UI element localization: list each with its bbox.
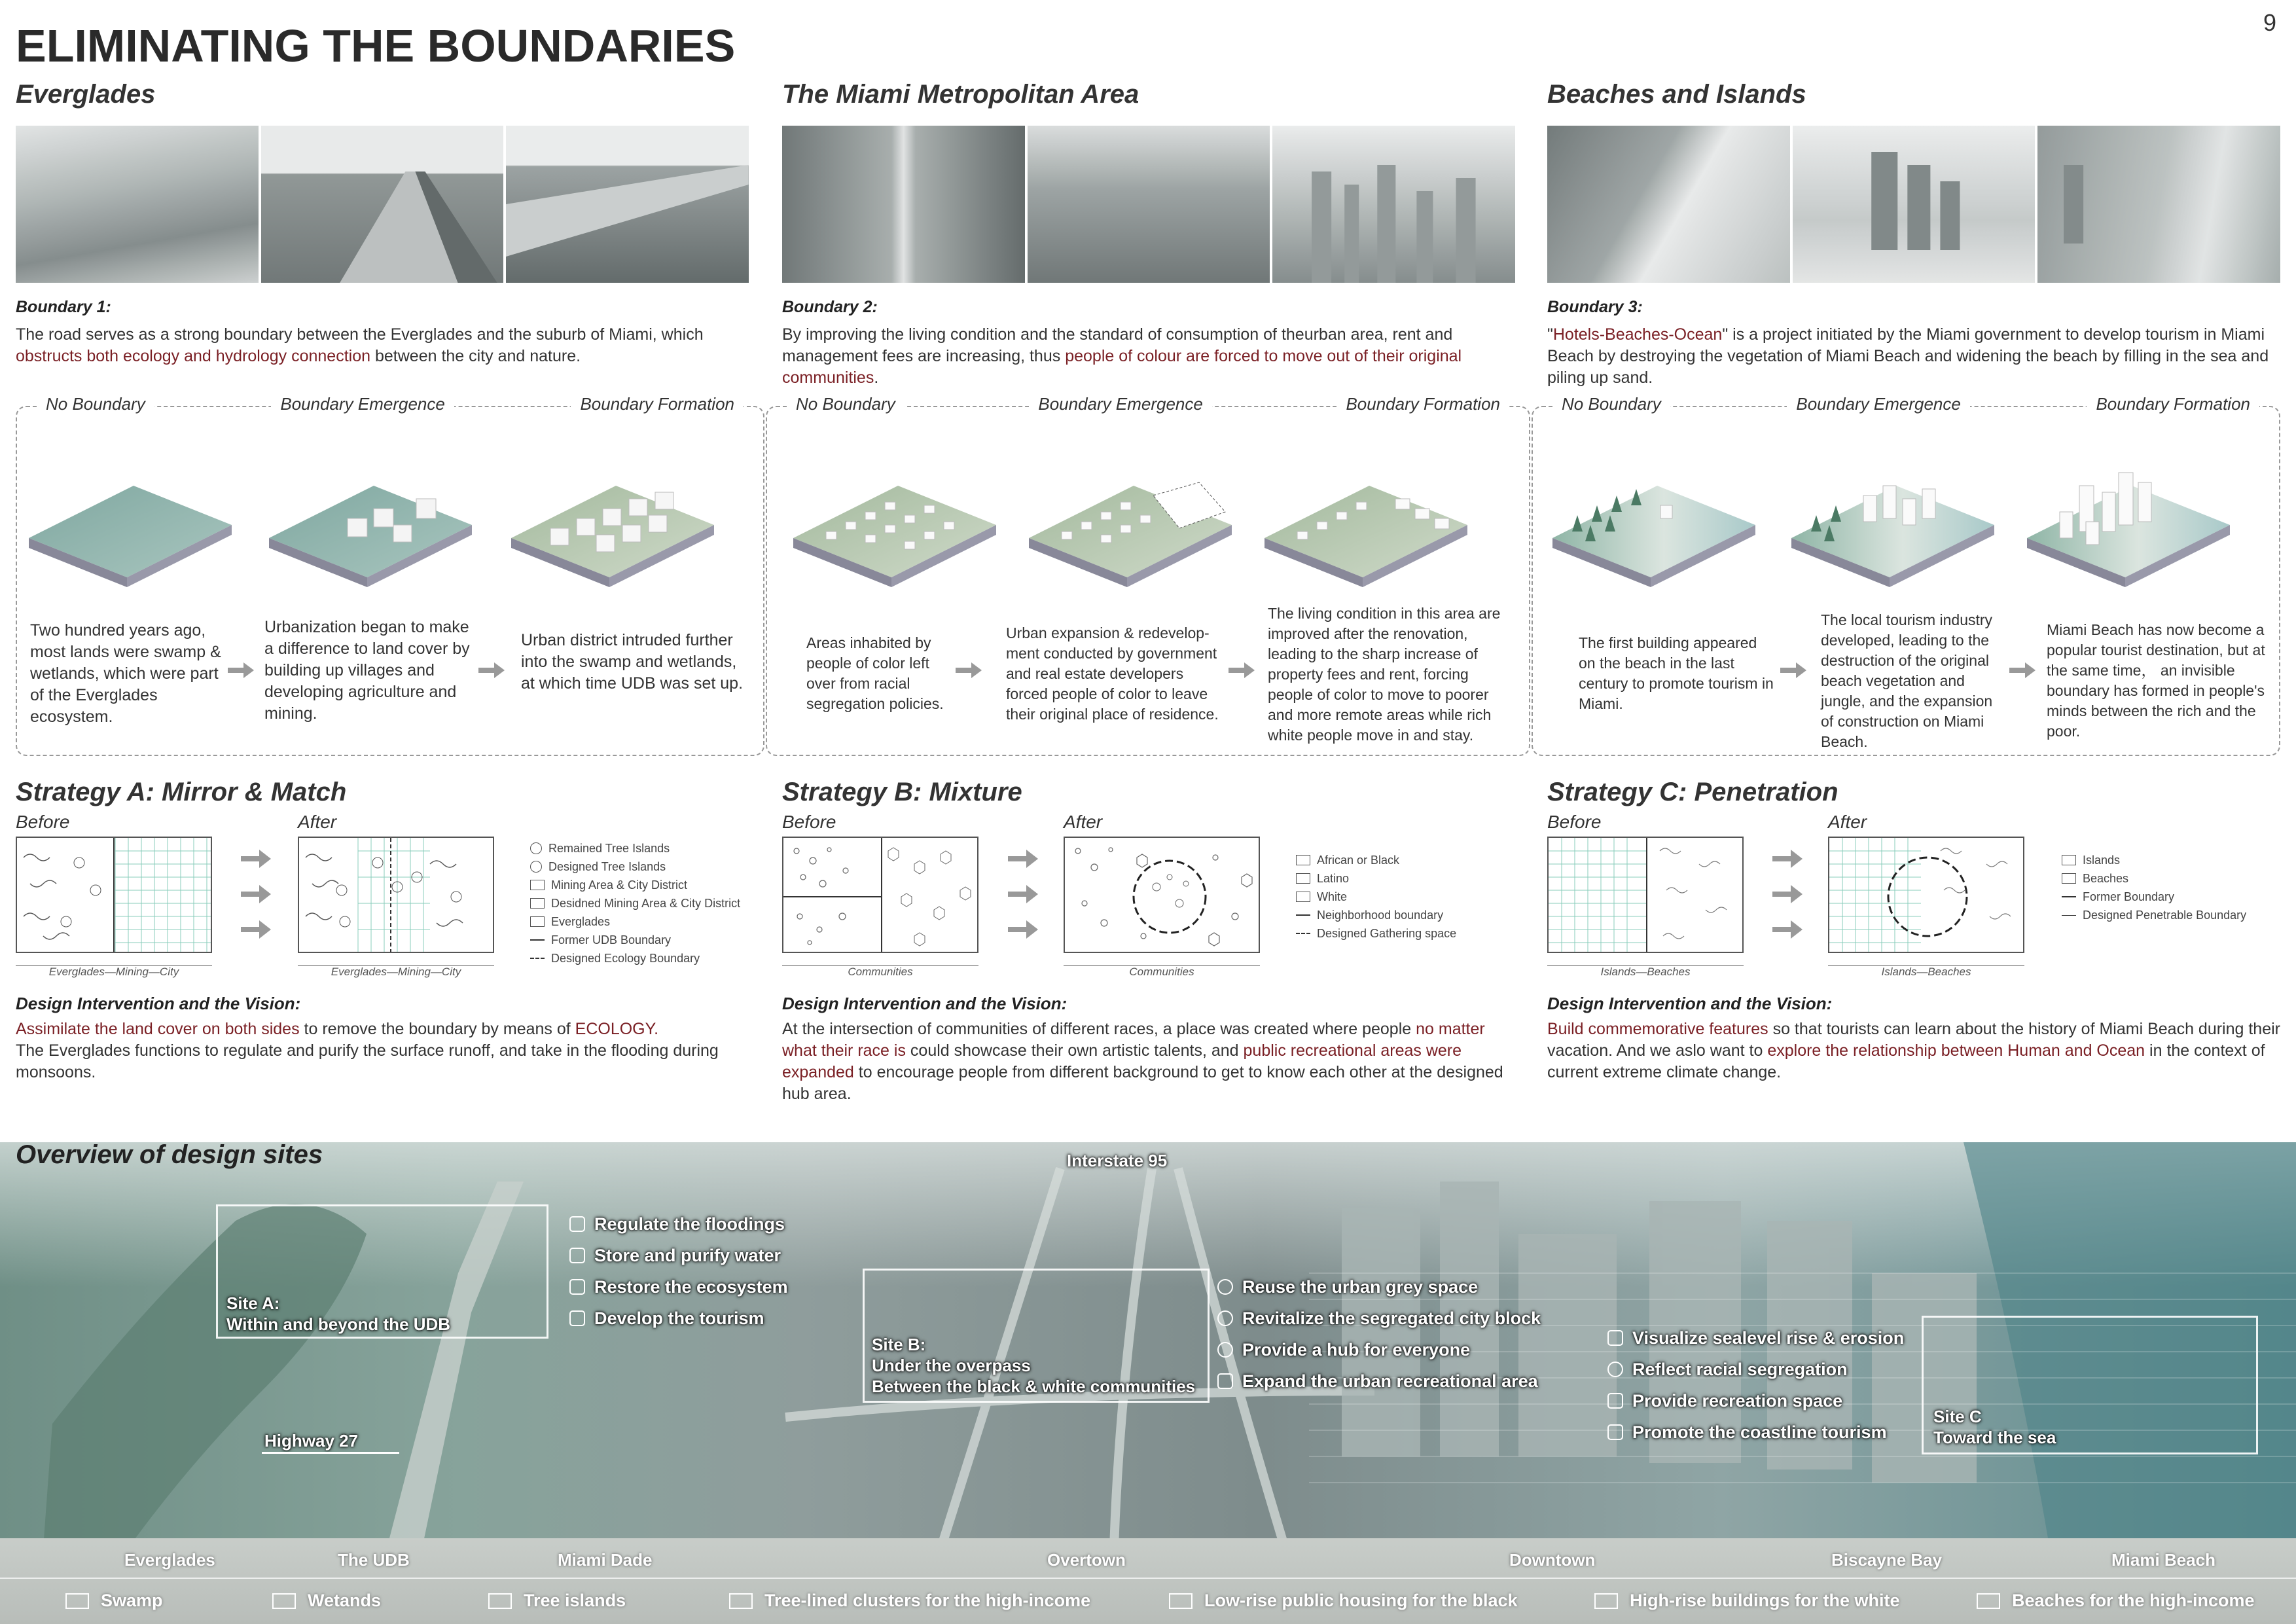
hexagon-swatch-icon (1296, 892, 1310, 902)
site-name: Site C (1933, 1407, 1982, 1426)
highlight-text: Assimilate the land cover on both sides (16, 1020, 300, 1038)
site-c-label (1933, 1406, 2056, 1448)
photo-beach-towers (1793, 126, 2036, 283)
highlight-text: ECOLOGY. (575, 1020, 659, 1038)
people-icon (1607, 1393, 1623, 1409)
goal-label: Restore the ecosystem (594, 1277, 788, 1297)
legend-item (1296, 906, 1456, 924)
legend-label: White (1317, 890, 1348, 903)
legend-item (530, 931, 740, 949)
site-a-label (226, 1293, 450, 1335)
phase-label: No Boundary (787, 394, 905, 414)
landcover-legend-item (1594, 1591, 1900, 1611)
tree-island-swatch-icon (488, 1593, 512, 1609)
step-text: Two hundred years ago, most lands were swamp & wetlands, which were part of the Everglades ecosystem. (30, 621, 221, 726)
phase-label: No Boundary (37, 394, 154, 414)
photo-strip (16, 126, 749, 283)
mirror-icon (1607, 1362, 1623, 1377)
photo-coastline (2037, 126, 2280, 283)
legend-item (1296, 869, 1456, 888)
goal-label: Reflect racial segregation (1632, 1360, 1848, 1379)
dashed-line-icon (530, 958, 545, 959)
place-label: Overtown (1047, 1550, 1126, 1570)
landcover-label: Swamp (101, 1591, 163, 1610)
goal-label: Reuse the urban grey space (1242, 1277, 1479, 1297)
goal-label: Provide a hub for everyone (1242, 1340, 1471, 1360)
photo-street (782, 126, 1025, 283)
place-label: Downtown (1509, 1550, 1596, 1570)
iso-model-emergence (262, 446, 478, 597)
axis-label: Communities (1064, 965, 1260, 979)
highlight-text: no matter what their race is (782, 1020, 1485, 1060)
legend-strategy-a (530, 839, 740, 967)
photo-strip (782, 126, 1515, 283)
section-heading: Everglades (16, 80, 156, 109)
photo-strip (1547, 126, 2280, 283)
circle-icon (530, 861, 542, 873)
landcover-legend-item (729, 1591, 1090, 1611)
legend-strategy-c (2062, 851, 2246, 924)
goal-item (1217, 1365, 1541, 1397)
text: " is a project initiated by the Miami government to develop tourism in Miami Beach by destroying the vegetation of Miami Beach and widening the beach by filling in the sea and piling up sand. (1547, 325, 2269, 387)
boundary-label: Boundary 3: (1547, 298, 1643, 316)
text: By improving the living condition and the standard of consumption of theurban area, rent and management fees are increasing, thus (782, 325, 1453, 365)
grid-swatch-icon (530, 898, 545, 909)
text: " (1547, 325, 1553, 344)
site-desc: Toward the sea (1933, 1428, 2056, 1447)
phase-panel-everglades (16, 394, 764, 756)
phase-label: Boundary Formation (2087, 394, 2259, 414)
diagram-before-c (1547, 837, 1744, 953)
design-text (782, 1019, 1522, 1105)
goal-item (1607, 1385, 1904, 1416)
site-desc: Under the overpass (872, 1356, 1031, 1375)
step-text: The local tourism industry developed, leading to the destruction of the original beach vegetation and jungle, and the expansion of construction on Miami Beach. (1821, 611, 1993, 750)
thin-line-icon (2062, 915, 2076, 916)
text: The Everglades functions to regulate and purify the surface runoff, and take in the flooding during monsoons. (16, 1041, 719, 1081)
legend-label: Mining Area & City District (551, 878, 688, 892)
iso-model-swamp (22, 446, 238, 597)
landcover-label: High-rise buildings for the white (1630, 1591, 1900, 1610)
axis-label: Islands—Beaches (1828, 965, 2024, 979)
goal-item (569, 1303, 788, 1334)
site-a-goals (569, 1208, 788, 1334)
highlight-text: Build commemorative features (1547, 1020, 1768, 1038)
site-name: Site B: (872, 1335, 926, 1354)
footprints-icon (569, 1310, 585, 1326)
site-c-goals (1607, 1322, 1904, 1448)
photo-levee (506, 126, 749, 283)
text: could showcase their own artistic talents, and (905, 1041, 1244, 1060)
arrows-right-icon (1772, 844, 1803, 949)
step-text: Areas inhabited by people of color left over from racial segregation policies. (806, 634, 944, 712)
legend-item (1296, 851, 1456, 869)
phase-labels (787, 394, 1509, 414)
highlight-text: explore the relationship between Human and Ocean (1767, 1041, 2145, 1060)
boundary-text (1547, 324, 2287, 389)
legend-label: Former UDB Boundary (551, 933, 672, 947)
grid-swatch-icon (2062, 855, 2076, 865)
page-title: ELIMINATING THE BOUNDARIES (16, 20, 736, 71)
step-text: The first building appeared on the beach in the last century to promote tourism in Miami. (1579, 634, 1774, 712)
photo-beach-aerial (1547, 126, 1790, 283)
site-b-label (872, 1334, 1195, 1397)
text: The road serves as a strong boundary between the Everglades and the suburb of Miami, which (16, 325, 704, 344)
iso-model-beach-boundary (2020, 446, 2236, 597)
iso-model-formation (505, 446, 721, 597)
boundary-label: Boundary 1: (16, 298, 111, 316)
goal-item (1217, 1303, 1541, 1334)
community-icon (1217, 1310, 1233, 1326)
star-swatch-icon (1296, 873, 1310, 884)
after-label: After (298, 812, 337, 832)
landcover-legend-item (488, 1591, 626, 1611)
swamp-swatch-icon (65, 1593, 89, 1609)
section-heading: Beaches and Islands (1547, 80, 1806, 109)
legend-label: Former Boundary (2083, 890, 2175, 903)
phase-label: Boundary Formation (571, 394, 744, 414)
dots-swatch-icon (1296, 855, 1310, 865)
legend-item (1296, 888, 1456, 906)
legend-item (1296, 924, 1456, 943)
landcover-legend-item (272, 1591, 381, 1611)
arrow-right-icon (1229, 662, 1255, 678)
phase-label: Boundary Formation (1336, 394, 1509, 414)
text: so that tourists can learn about the history of Miami Beach during their vacation. And we aslo want to (1547, 1020, 2280, 1060)
landcover-label: Beaches for the high-income (2012, 1591, 2255, 1610)
step-text: The living condition in this area are improved after the renovation, leading to the sharp increase of property fees and rent, forcing people of color to move to poorer and more remote areas while rich white people move in and stay. (1268, 605, 1501, 744)
site-b-goals (1217, 1271, 1541, 1397)
diagram-after-c (1828, 837, 2024, 953)
goal-item (1607, 1416, 1904, 1448)
wetland-swatch-icon (272, 1593, 296, 1609)
goal-label: Store and purify water (594, 1246, 781, 1265)
faucet-icon (569, 1248, 585, 1263)
arrow-right-icon (478, 662, 505, 678)
design-label: Design Intervention and the Vision: (782, 994, 1067, 1013)
goal-item (569, 1208, 788, 1240)
network-hub-icon (1217, 1342, 1233, 1358)
legend-label: Beaches (2083, 872, 2129, 885)
highway-underline (262, 1452, 399, 1454)
solid-line-icon (2062, 896, 2076, 897)
wave-swatch-icon (2062, 873, 2076, 884)
phase-panel-metropolitan (766, 394, 1530, 756)
legend-label: Latino (1317, 872, 1350, 885)
video-camera-icon (1607, 1330, 1623, 1346)
goal-label: Regulate the floodings (594, 1214, 785, 1234)
legend-item (2062, 888, 2246, 906)
low-rise-swatch-icon (1169, 1593, 1193, 1609)
phase-labels (1552, 394, 2259, 414)
legend-item (530, 949, 740, 967)
legend-label: Islands (2083, 854, 2121, 867)
legend-label: Remained Tree Islands (548, 842, 670, 855)
landcover-legend-item (1977, 1591, 2255, 1611)
boundary-text (782, 324, 1522, 389)
landcover-legend-item (1169, 1591, 1518, 1611)
phase-labels (37, 394, 744, 414)
landcover-label: Low-rise public housing for the black (1204, 1591, 1518, 1610)
solid-line-icon (530, 939, 545, 941)
goal-item (569, 1271, 788, 1303)
landcover-label: Tree islands (524, 1591, 626, 1610)
step-text: Urban district intruded further into the swamp and wetlands, at which time UDB was set up. (521, 631, 744, 693)
legend-item (530, 839, 740, 857)
legend-label: Designed Penetrable Boundary (2083, 909, 2247, 922)
building-icon (1217, 1373, 1233, 1389)
phase-panel-beaches (1532, 394, 2280, 756)
boundary-label: Boundary 2: (782, 298, 878, 316)
phase-label: Boundary Emergence (271, 394, 454, 414)
place-label: Miami Dade (558, 1550, 653, 1570)
goal-label: Provide recreation space (1632, 1391, 1843, 1411)
text: . (874, 369, 879, 387)
landcover-label: Tree-lined clusters for the high-income (764, 1591, 1091, 1610)
arrow-right-icon (2009, 662, 2036, 678)
boundary-text (16, 324, 755, 367)
strategy-heading: Strategy C: Penetration (1547, 778, 1839, 806)
after-label: After (1828, 812, 1867, 832)
iso-model-redevelopment (1022, 446, 1238, 597)
legend-label: Designed Gathering space (1317, 927, 1457, 940)
goal-item (1607, 1322, 1904, 1354)
legend-label: Neighborhood boundary (1317, 909, 1444, 922)
highlight-text: people of colour are forced to move out of their original communities (782, 347, 1462, 387)
text: to remove the boundary by means of (299, 1020, 575, 1038)
diagram-before-b (782, 837, 978, 953)
arrows-right-icon (241, 844, 271, 949)
high-rise-swatch-icon (1594, 1593, 1618, 1609)
arrow-right-icon (228, 662, 254, 678)
legend-item (530, 912, 740, 931)
landcover-label: Wetands (308, 1591, 382, 1610)
goal-item (569, 1240, 788, 1271)
site-name: Site A: (226, 1293, 280, 1313)
before-label: Before (782, 812, 836, 832)
design-label: Design Intervention and the Vision: (16, 994, 301, 1013)
highway-label: Highway 27 (264, 1431, 359, 1451)
after-label: After (1064, 812, 1103, 832)
recycle-icon (1217, 1279, 1233, 1295)
photo-canal-road (261, 126, 504, 283)
grass-icon (569, 1279, 585, 1295)
design-label: Design Intervention and the Vision: (1547, 994, 1833, 1013)
wave-swatch-icon (530, 916, 545, 927)
legend-item (2062, 851, 2246, 869)
legend-label: Designed Ecology Boundary (551, 952, 700, 965)
text: in the context of current extreme climate change. (1547, 1041, 2265, 1081)
legend-label: Desidned Mining Area & City District (551, 897, 741, 910)
photo-neighborhood (1028, 126, 1270, 283)
beach-swatch-icon (1977, 1593, 2000, 1609)
goal-label: Expand the urban recreational area (1242, 1371, 1538, 1391)
goal-label: Visualize sealevel rise & erosion (1632, 1328, 1905, 1348)
site-desc: Between the black & white communities (872, 1377, 1196, 1396)
arrow-right-icon (956, 662, 982, 678)
arrow-right-icon (1780, 662, 1806, 678)
water-wave-icon (569, 1216, 585, 1232)
legend-item (2062, 906, 2246, 924)
dashed-line-icon (1296, 933, 1310, 934)
legend-item (530, 894, 740, 912)
beach-umbrella-icon (1607, 1424, 1623, 1440)
phase-label: No Boundary (1552, 394, 1670, 414)
arrows-right-icon (1008, 844, 1038, 949)
iso-model-beach-tourism (1785, 446, 2001, 597)
highlight-text: Hotels-Beaches-Ocean (1552, 325, 1723, 344)
axis-label: Everglades—Mining—City (16, 965, 212, 979)
overview-title: Overview of design sites (16, 1140, 323, 1169)
text: between the city and nature. (370, 347, 581, 365)
legend-label: Designed Tree Islands (548, 860, 666, 873)
design-text (1547, 1019, 2287, 1083)
strategy-heading: Strategy B: Mixture (782, 778, 1022, 806)
place-label: Biscayne Bay (1831, 1550, 1943, 1570)
iso-model-beach-natural (1546, 446, 1762, 597)
step-text: Urbanization began to make a difference to land cover by building up villages and developing agriculture and mining. (264, 618, 470, 723)
goal-label: Promote the coastline tourism (1632, 1422, 1887, 1442)
legend-item (530, 876, 740, 894)
phase-label: Boundary Emergence (1787, 394, 1969, 414)
phase-label: Boundary Emergence (1029, 394, 1211, 414)
legend-label: African or Black (1317, 854, 1400, 867)
goal-item (1217, 1271, 1541, 1303)
place-label: Everglades (124, 1550, 215, 1570)
text: At the intersection of communities of different races, a place was created where people (782, 1020, 1416, 1038)
legend-item (530, 857, 740, 876)
goal-item (1217, 1334, 1541, 1365)
before-label: Before (16, 812, 70, 832)
iso-model-gentrification (1258, 446, 1474, 597)
iso-model-neighborhood (787, 446, 1003, 597)
interstate-label: Interstate 95 (1067, 1151, 1168, 1170)
axis-label: Islands—Beaches (1547, 965, 1744, 979)
strip-divider (0, 1578, 2296, 1579)
step-text: Urban expansion & redevelop-ment conducted by government and real estate developers forced people of color to leave their original place of residence. (1006, 624, 1219, 723)
tree-cluster-swatch-icon (729, 1593, 753, 1609)
step-text: Miami Beach has now become a popular tourist destination, but at the same time， an invisible boundary has formed in people's minds between the rich and the poor. (2047, 621, 2265, 740)
design-text (16, 1019, 755, 1083)
diagram-after-a (298, 837, 494, 953)
axis-label: Communities (782, 965, 978, 979)
text: to encourage people from different background to get to know each other at the designed hub area. (782, 1063, 1503, 1103)
goal-item (1607, 1354, 1904, 1385)
photo-skyline (1272, 126, 1515, 283)
highlight-text: public recreational areas were expanded (782, 1041, 1462, 1081)
before-label: Before (1547, 812, 1602, 832)
legend-strategy-b (1296, 851, 1456, 943)
goal-label: Revitalize the segregated city block (1242, 1308, 1541, 1328)
solid-line-icon (1296, 914, 1310, 916)
section-heading: The Miami Metropolitan Area (782, 80, 1139, 109)
goal-label: Develop the tourism (594, 1308, 764, 1328)
highlight-text: obstructs both ecology and hydrology connection (16, 347, 371, 365)
axis-label: Everglades—Mining—City (298, 965, 494, 979)
photo-swamp (16, 126, 259, 283)
page-number: 9 (2263, 9, 2276, 36)
legend-item (2062, 869, 2246, 888)
strategy-heading: Strategy A: Mirror & Match (16, 778, 347, 806)
site-desc: Within and beyond the UDB (226, 1314, 451, 1334)
legend-label: Everglades (551, 915, 611, 928)
place-label: The UDB (338, 1550, 410, 1570)
place-label: Miami Beach (2111, 1550, 2215, 1570)
circle-icon (530, 842, 542, 854)
diagram-before-a (16, 837, 212, 953)
diagram-after-b (1064, 837, 1260, 953)
grid-swatch-icon (530, 880, 545, 890)
landcover-legend-item (65, 1591, 163, 1611)
